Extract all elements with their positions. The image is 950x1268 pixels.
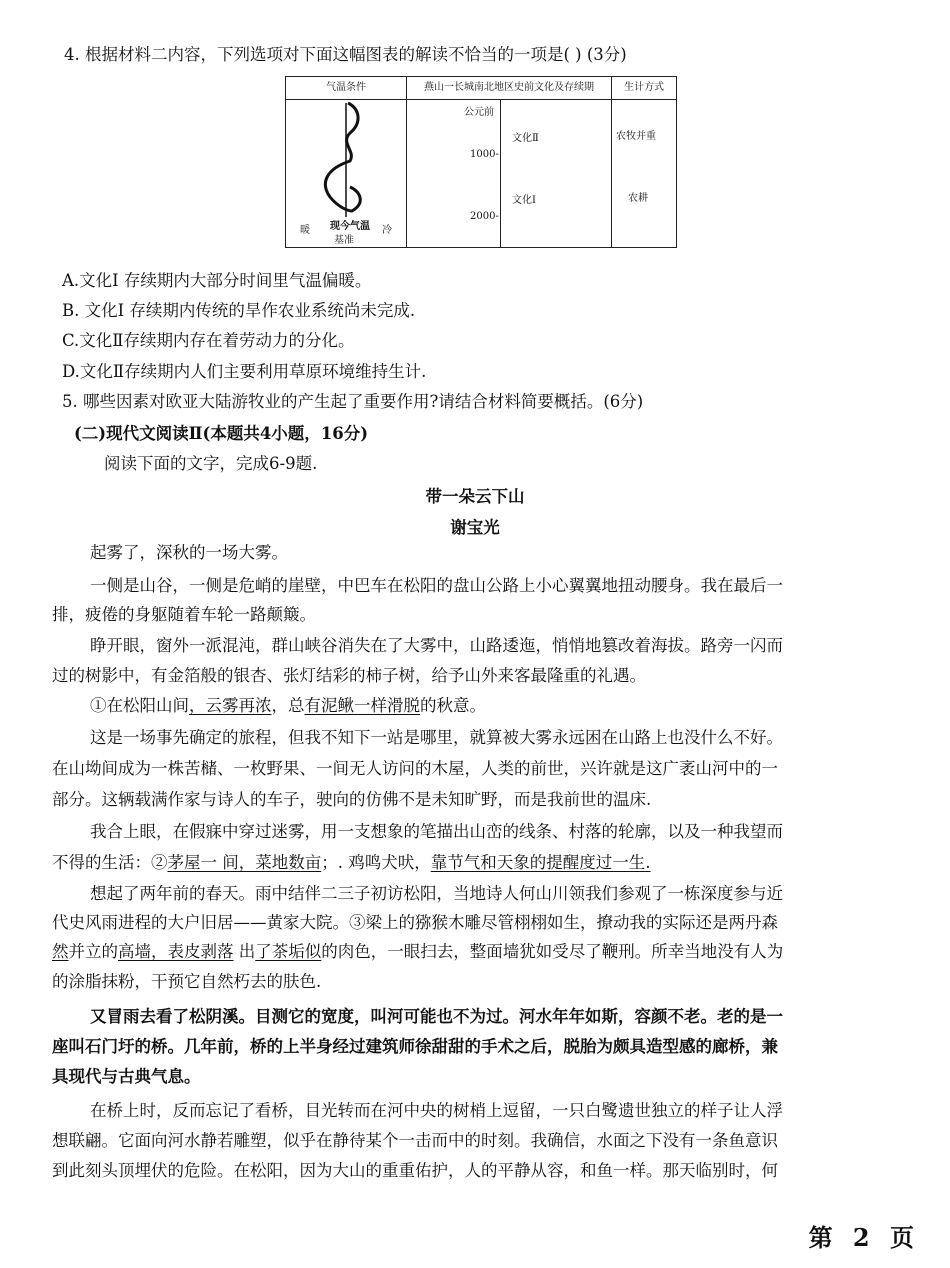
fig-culture1: 文化Ⅰ [512, 195, 536, 206]
para-1: 起雾了，深秋的一场大雾。 [90, 543, 288, 562]
section-instruction: 阅读下面的文字，完成6-9题. [104, 454, 318, 473]
fig-baseline-main: 现今气温 [330, 221, 370, 232]
option-d: D.文化Ⅱ存续期内人们主要利用草原环境维持生计. [62, 362, 427, 381]
para-9-line-2: 想联翩。它面向河水静若雕塑，似乎在静待某个一击而中的时刻。我确信，水面之下没有一条鱼意识 [52, 1131, 778, 1150]
para-9-line-1: 在桥上时，反而忘记了看桥，目光转而在河中央的树梢上逗留，一只白鹭遗世独立的样子让人浮 [90, 1101, 783, 1120]
option-c: C.文化Ⅱ存续期内存在着劳动力的分化。 [62, 331, 355, 350]
p4-part-e: 的秋意。 [420, 696, 486, 715]
option-a: A.文化Ⅰ 存续期内大部分时间里气温偏暖。 [62, 271, 372, 290]
p7-part-d: 出 [233, 942, 256, 961]
para-3-line-2: 过的树影中，有金箔般的银杏、张灯结彩的柿子树，给予山外来客最隆重的礼遇。 [52, 666, 646, 685]
fig-divider-1 [406, 77, 407, 247]
p6-part-a: 不得的生活：② [52, 853, 168, 872]
para-2-line-1: 一侧是山谷，一侧是危峭的崖壁，中巴车在松阳的盘山公路上小心翼翼地扭动腰身。我在最后一 [90, 576, 783, 595]
para-7-line-4: 的涂脂抹粉，干预它自然朽去的肤色. [52, 972, 322, 991]
para-8-line-2: 座叫石门圩的桥。几年前，桥的上半身经过建筑师徐甜甜的手术之后，脱胎为颇具造型感的廊桥，兼 [52, 1037, 778, 1056]
article-title: 带一朵云下山 [425, 487, 525, 506]
fig-baseline-sub: 基准 [334, 235, 354, 246]
para-4-sentence-1 [90, 695, 486, 717]
p7-underline-2: 高墙，表皮剥落 [118, 942, 234, 961]
article-author: 谢宝光 [450, 518, 500, 537]
p7-part-f: 的肉色，一眼扫去，整面墙犹如受尽了鞭刑。所幸当地没有人为 [321, 942, 784, 961]
p4-part-c: ，总 [271, 696, 305, 715]
p4-underline-2: 有泥鳅一样滑脱 [304, 696, 420, 715]
para-6-line-1: 我合上眼，在假寐中穿过迷雾，用一支想象的笔描出山峦的线条、村落的轮廓，以及一种我望而 [90, 822, 783, 841]
para-2-line-2: 排，疲倦的身躯随着车轮一路颠簸。 [52, 605, 316, 624]
fig-culture2: 文化Ⅱ [512, 133, 539, 144]
p7-underline-3: 了茶垢似 [255, 942, 322, 961]
fig-col1-header: 气温条件 [286, 77, 406, 100]
fig-col3-header: 生计方式 [612, 77, 676, 100]
p6-underline-2: 靠节气和天象的提醒度过一生. [430, 853, 651, 872]
p6-underline-1: 茅屋一 间，菜地数亩 [167, 853, 322, 872]
para-7-line-1: 想起了两年前的春天。雨中结伴二三子初访松阳，当地诗人何山川领我们参观了一栋深度参与近 [90, 884, 783, 903]
para-5-line-1: 这是一场事先确定的旅程，但我不知下一站是哪里，就算被大雾永远困在山路上也没什么不好。 [90, 728, 783, 747]
fig-divider-axis [500, 99, 501, 247]
p7-part-b: 并立的 [68, 942, 118, 961]
para-7-line-2: 代史风雨进程的大户旧居——黄家大院。③梁上的猕猴木雕尽管栩栩如生，撩动我的实际还是两丹森 [52, 913, 778, 932]
para-8-line-3: 具现代与古典气息。 [52, 1067, 201, 1086]
fig-mode1: 农耕 [628, 193, 648, 204]
fig-tick-1000: 1000- [470, 149, 499, 160]
section-heading: (二)现代文阅读Ⅱ(本题共4小题，16分) [74, 424, 369, 443]
fig-axis-label: 公元前 [464, 107, 494, 118]
p6-part-c: ；. 鸡鸣犬吠， [321, 853, 431, 872]
para-5-line-2: 在山坳间成为一株苦槠、一枚野果、一间无人访问的木屋，人类的前世，兴许就是这广袤山河中的一 [52, 759, 778, 778]
fig-cold-label: 冷 [382, 225, 392, 236]
q4-question: 4. 根据材料二内容，下列选项对下面这幅图表的解读不恰当的一项是( ) (3分) [64, 45, 627, 64]
para-3-line-1: 睁开眼，窗外一派混沌，群山峡谷消失在了大雾中，山路逶迤，悄悄地篡改着海拔。路旁一闪而 [90, 636, 783, 655]
para-6-line-2 [52, 852, 651, 874]
fig-warm-label: 暖 [300, 225, 310, 236]
p4-underline-1: ，云雾再浓 [189, 696, 272, 715]
page-number: 第 2 页 [808, 1223, 920, 1252]
fig-mode2: 农牧并重 [616, 131, 656, 142]
para-5-line-3: 部分。这辆载满作家与诗人的车子，驶向的仿佛不是未知旷野，而是我前世的温床. [52, 790, 652, 809]
q5-question: 5. 哪些因素对欧亚大陆游牧业的产生起了重要作用?请结合材料简要概括。(6分) [62, 392, 644, 411]
p4-part-a: ①在松阳山间 [90, 696, 189, 715]
p7-underline-1: 然 [52, 942, 69, 961]
fig-divider-2 [611, 77, 612, 247]
para-9-line-3: 到此刻头顶埋伏的危险。在松阳，因为大山的重重佑护，人的平静从容，和鱼一样。那天临别时，何 [52, 1161, 778, 1180]
para-8-line-1: 又冒雨去看了松阴溪。目测它的宽度，叫河可能也不为过。河水年年如斯，容颜不老。老的是一 [90, 1007, 783, 1026]
fig-tick-2000: 2000- [470, 211, 499, 222]
fig-col2-header: 燕山一长城南北地区史前文化及存续期 [407, 77, 611, 100]
climate-culture-figure [285, 76, 677, 248]
para-7-line-3 [52, 941, 783, 963]
option-b: B. 文化Ⅰ 存续期内传统的旱作农业系统尚未完成. [62, 301, 416, 320]
